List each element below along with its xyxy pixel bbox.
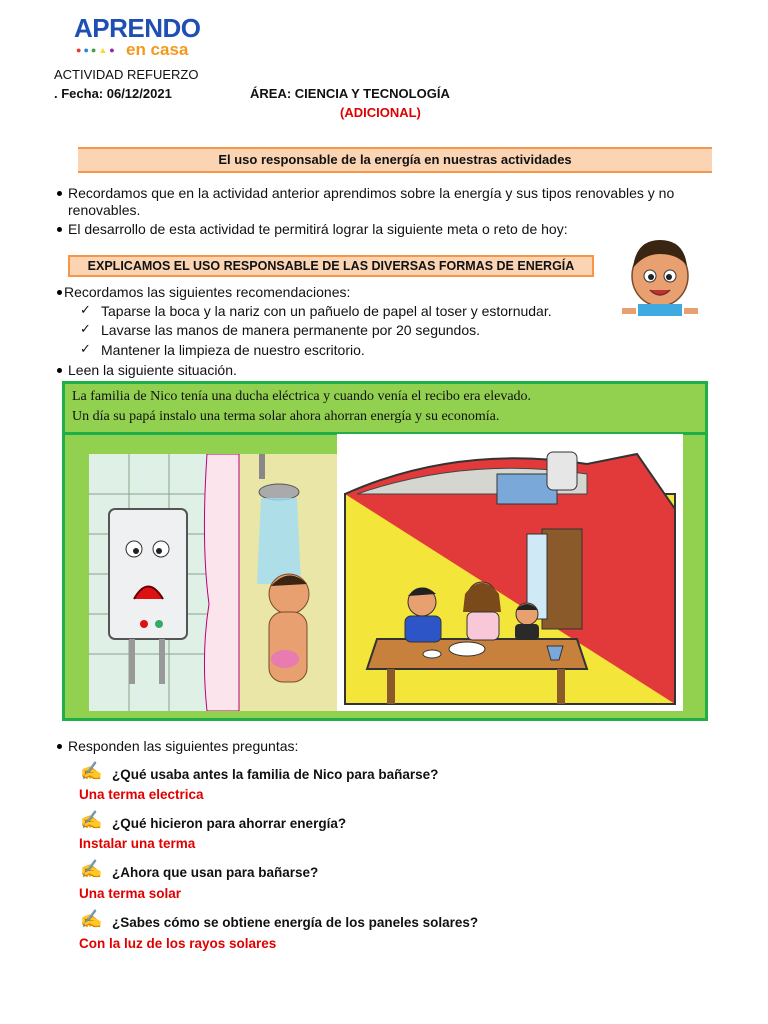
writing-hand-icon: ✍ [80,761,103,781]
story-line-1: La familia de Nico tenía una ducha eléctrica y cuando venía el recibo era elevado. [72,389,532,404]
answer-3: Una terma solar [79,886,182,901]
recommendations-heading: Recordamos las siguientes recomendaciones: [64,284,351,300]
area-label: ÁREA: CIENCIA Y TECNOLOGÍA [250,86,450,101]
electric-shower-illustration [89,454,341,711]
writing-hand-icon: ✍ [80,810,103,830]
question-3: ¿Ahora que usan para bañarse? [112,865,319,880]
answer-2: Instalar una terma [79,836,196,851]
story-box [62,381,708,721]
bullet-icon [57,191,62,196]
page-title: El uso responsable de la energía en nuestras actividades [78,147,712,173]
checkmark-icon: ✓ [80,341,91,356]
goal-banner: EXPLICAMOS EL USO RESPONSABLE DE LAS DIVERSAS FORMAS DE ENERGÍA [68,255,594,277]
checkmark-icon: ✓ [80,302,91,317]
story-line-2: Un día su papá instalo una terma solar ahora ahorran energía y su economía. [72,409,500,424]
solar-heater-family-illustration [337,434,683,711]
question-1: ¿Qué usaba antes la familia de Nico para bañarse? [112,767,439,782]
activity-label: ACTIVIDAD REFUERZO [54,67,199,82]
writing-hand-icon: ✍ [80,859,103,879]
aprendo-en-casa-logo [74,14,224,62]
intro-line-3: El desarrollo de esta actividad te permitirá lograr la siguiente meta o reto de hoy: [68,221,568,237]
intro-line-1: Recordamos que en la actividad anterior aprendimos sobre la energía y sus tipos renovables y no [68,185,675,201]
recommendation-item: Taparse la boca y la nariz con un pañuelo de papel al toser y estornudar. [101,303,552,319]
additional-label: (ADICIONAL) [340,105,421,120]
logo-dots: ●●●▲● [76,45,117,55]
recommendation-item: Mantener la limpieza de nuestro escritorio. [101,342,365,358]
writing-hand-icon: ✍ [80,909,103,929]
recommendation-item: Lavarse las manos de manera permanente por 20 segundos. [101,322,481,338]
date-label: . Fecha: 06/12/2021 [54,86,172,101]
logo-subtitle: en casa [126,40,189,59]
question-2: ¿Qué hicieron para ahorrar energía? [112,816,347,831]
situation-heading: Leen la siguiente situación. [68,362,237,378]
bullet-icon [57,744,62,749]
bullet-icon [57,227,62,232]
question-4: ¿Sabes cómo se obtiene energía de los paneles solares? [112,915,479,930]
bullet-icon [57,368,62,373]
answer-1: Una terma electrica [79,787,204,802]
answer-4: Con la luz de los rayos solares [79,936,277,951]
logo-title: APRENDO [74,13,201,43]
checkmark-icon: ✓ [80,321,91,336]
story-text [65,384,705,435]
bullet-icon [57,290,62,295]
questions-heading: Responden las siguientes preguntas: [68,738,299,754]
boy-avatar [620,232,700,316]
intro-line-2: renovables. [68,202,141,218]
